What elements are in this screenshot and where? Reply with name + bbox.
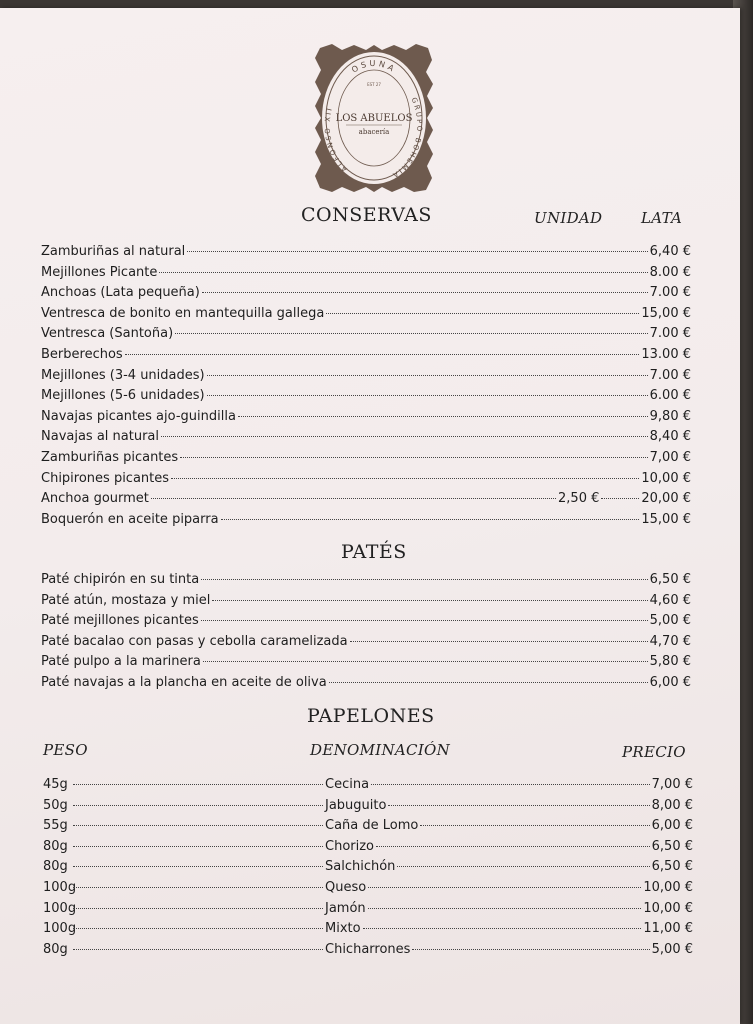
item-weight: 100g [43,900,77,916]
dot-leader [171,465,639,479]
menu-item-row [41,509,691,530]
dot-leader [203,648,648,662]
dot-leader [376,833,650,847]
item-name: Boquerón en aceite piparra [41,511,219,527]
pates-title: PATÉS [341,541,407,563]
item-weight: 80g [43,941,68,957]
item-name: Paté pulpo a la marinera [41,654,201,670]
dot-leader [73,812,323,826]
los-abuelos-logo [312,42,436,194]
dot-leader [368,895,642,909]
dot-leader [368,874,641,888]
dot-leader [175,320,647,334]
col-peso: PESO [43,741,88,759]
dot-leader [329,669,648,683]
dot-leader [420,812,649,826]
item-weight: 100g [43,879,77,895]
col-precio: PRECIO [622,743,686,761]
dot-leader [73,915,323,929]
item-name: Salchichón [325,859,396,875]
logo-top-text: OSUNA [350,58,398,75]
dot-leader [202,279,648,293]
item-name: Chorizo [325,838,375,854]
item-weight: 55g [43,818,68,834]
logo-subtitle: abacería [358,128,390,136]
papelones-list [43,774,693,959]
dot-leader [397,853,649,867]
conservas-title: CONSERVAS [301,204,432,226]
item-price: 6,40 € [649,244,691,259]
dot-leader [73,792,323,806]
item-price: 5,00 € [649,613,691,629]
item-price: 8.00 € [649,264,691,280]
item-name: Chipirones picantes [41,470,170,486]
menu-item-row [41,672,691,693]
item-name: Navajas al natural [41,429,160,445]
item-price: 15,00 € [641,511,691,527]
item-weight: 50g [43,797,68,813]
logo-established: EST 27 [367,82,381,87]
item-price: 6,50 € [649,572,691,587]
dot-leader [73,936,323,950]
item-price: 10,00 € [641,470,691,486]
item-price: 8,40 € [649,429,691,445]
dot-leader [73,895,323,909]
item-name: Mejillones (5-6 unidades) [41,388,205,404]
item-name: Paté atún, mostaza y miel [41,592,211,608]
dot-leader [207,362,648,376]
dot-leader [388,792,649,806]
item-name: Paté bacalao con pasas y cebolla caramelizada [41,633,348,649]
logo-left-text: ALFONSO XII [323,105,349,174]
item-weight: 45g [43,777,68,792]
item-name: Jamón [325,900,366,916]
item-name: Anchoas (Lata pequeña) [41,285,200,301]
item-price: 15,00 € [641,305,691,321]
item-price: 8,00 € [651,797,693,813]
dot-leader [363,915,642,929]
item-name: Paté chipirón en su tinta [41,572,200,587]
dot-leader [73,771,323,785]
item-name: Ventresca (Santoña) [41,326,174,342]
item-price: 7.00 € [649,285,691,301]
dot-leader [207,382,648,396]
item-weight: 80g [43,838,68,854]
item-name: Mejillones (3-4 unidades) [41,367,205,383]
dot-leader [180,444,647,458]
dot-leader [187,238,647,252]
item-name: Queso [325,879,367,895]
item-price: 6,50 € [651,859,693,875]
item-price: 6.00 € [649,388,691,404]
item-price: 10,00 € [643,879,693,895]
dot-leader [326,300,639,314]
item-price: 20,00 € [641,491,691,507]
dot-leader [212,587,647,601]
item-price: 7.00 € [649,326,691,342]
item-price: 4,70 € [649,633,691,649]
item-weight: 100g [43,921,77,937]
dot-leader [350,628,648,642]
item-price: 7,00 € [649,449,691,465]
dot-leader [371,771,650,785]
item-name: Zamburiñas picantes [41,449,179,465]
menu-page [0,8,740,1024]
item-name: Paté navajas a la plancha en aceite de oliva [41,674,327,690]
item-price: 10,00 € [643,900,693,916]
item-price: 7,00 € [651,777,693,792]
item-price: 5,00 € [651,941,693,957]
dot-leader [73,853,323,867]
item-name: Anchoa gourmet [41,491,149,507]
item-name: Chicharrones [325,941,411,957]
item-name: Mejillones Picante [41,264,158,280]
dot-leader [125,341,640,355]
papelones-title: PAPELONES [307,705,435,727]
dot-leader [151,485,556,499]
dot-leader [73,833,323,847]
item-name: Caña de Lomo [325,818,419,834]
item-price: 11,00 € [643,921,693,937]
item-name: Paté mejillones picantes [41,613,199,629]
logo-right-text: GRUPO BOHEMIA [389,96,424,180]
dot-leader [73,874,323,888]
item-name: Zamburiñas al natural [41,244,186,259]
dot-leader [221,506,640,520]
menu-item-row [43,939,693,960]
col-denominacion: DENOMINACIÓN [310,741,451,759]
dot-leader [201,607,648,621]
item-name: Cecina [325,777,370,792]
pates-list [41,569,691,693]
conservas-list [41,241,691,529]
item-price: 4,60 € [649,592,691,608]
item-unit-price: 2,50 € [558,491,600,507]
item-weight: 80g [43,859,68,875]
item-price: 13.00 € [641,346,691,362]
item-name: Ventresca de bonito en mantequilla gallega [41,305,325,321]
dot-leader [201,566,647,580]
item-price: 5,80 € [649,654,691,670]
item-name: Navajas picantes ajo-guindilla [41,408,236,424]
dot-leader [238,403,648,417]
dot-leader [412,936,649,950]
item-price: 9,80 € [649,408,691,424]
logo-name: LOS ABUELOS [335,113,413,124]
dot-leader-short [601,485,639,499]
item-name: Jabuguito [325,797,387,813]
item-price: 6,00 € [651,818,693,834]
item-name: Berberechos [41,346,123,362]
item-price: 7.00 € [649,367,691,383]
dot-leader [161,423,648,437]
col-unidad: UNIDAD [534,209,603,227]
item-price: 6,00 € [649,674,691,690]
col-lata: LATA [641,209,683,227]
dot-leader [159,259,647,273]
item-price: 6,50 € [651,838,693,854]
item-name: Mixto [325,921,361,937]
